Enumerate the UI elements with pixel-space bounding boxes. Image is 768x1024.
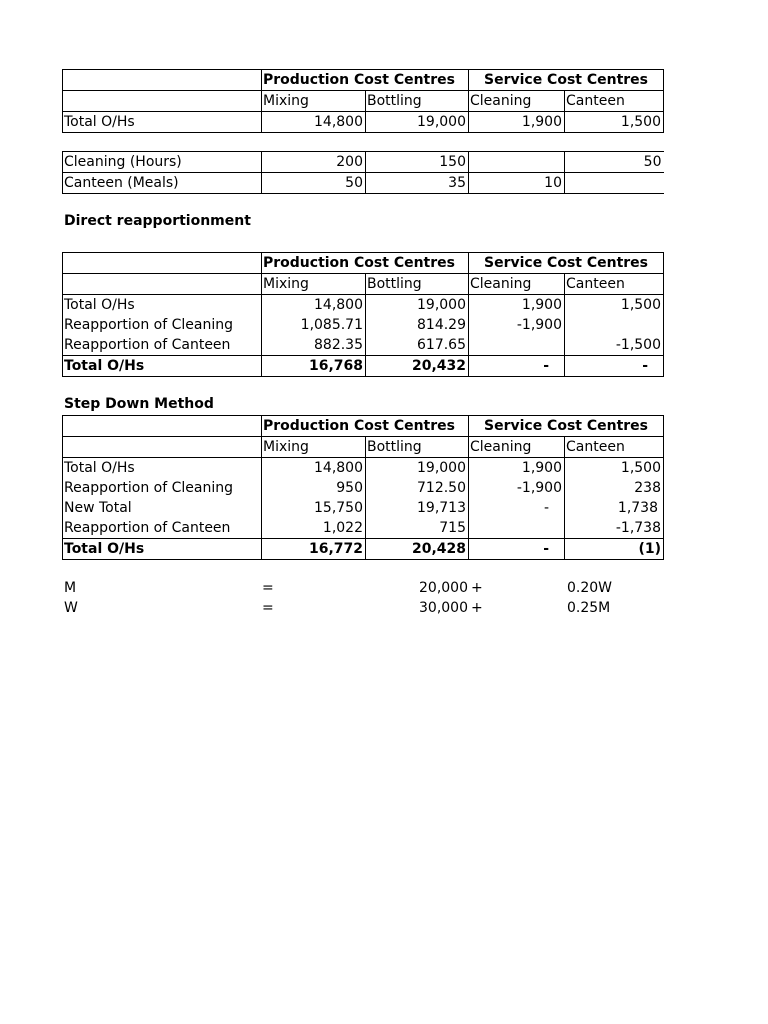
row-label: Cleaning (Hours) bbox=[63, 152, 262, 173]
cell-mixing: 200 bbox=[262, 152, 366, 173]
header-blank bbox=[63, 70, 262, 91]
row-label: New Total bbox=[63, 498, 262, 518]
table-row bbox=[63, 498, 664, 518]
col-canteen: Canteen bbox=[565, 274, 664, 295]
row-label: Reapportion of Canteen bbox=[63, 518, 262, 539]
cell-cleaning: 10 bbox=[469, 173, 565, 194]
col-mixing: Mixing bbox=[262, 91, 366, 112]
col-canteen: Canteen bbox=[565, 437, 664, 458]
cell-cleaning: -1,900 bbox=[469, 478, 565, 498]
equation-plus: + bbox=[471, 600, 483, 616]
col-cleaning: Cleaning bbox=[469, 91, 565, 112]
equation-constant: 20,000 bbox=[419, 580, 468, 596]
table-row bbox=[63, 173, 664, 194]
col-blank bbox=[63, 437, 262, 458]
overheads-table bbox=[62, 69, 664, 133]
row-label: Total O/Hs bbox=[63, 295, 262, 316]
production-cost-centres-header: Production Cost Centres bbox=[262, 253, 469, 274]
table-row bbox=[63, 518, 664, 539]
column-names-row bbox=[63, 91, 664, 112]
total-label: Total O/Hs bbox=[63, 539, 262, 560]
header-row bbox=[63, 416, 664, 437]
header-row bbox=[63, 70, 664, 91]
cell-canteen: -1,500 bbox=[565, 335, 664, 356]
table-row bbox=[63, 315, 664, 335]
total-mixing: 16,772 bbox=[262, 539, 366, 560]
header-row bbox=[63, 253, 664, 274]
col-cleaning: Cleaning bbox=[469, 437, 565, 458]
cell-bottling: 19,000 bbox=[366, 295, 469, 316]
equation-term: 0.25M bbox=[567, 600, 611, 616]
col-mixing: Mixing bbox=[262, 437, 366, 458]
table-row bbox=[63, 478, 664, 498]
step-down-method-title: Step Down Method bbox=[64, 396, 214, 412]
cell-canteen bbox=[565, 173, 664, 194]
equation-var: W bbox=[64, 600, 78, 616]
row-label: Reapportion of Cleaning bbox=[63, 315, 262, 335]
table-row bbox=[63, 152, 664, 173]
cell-bottling: 712.50 bbox=[366, 478, 469, 498]
cell-canteen bbox=[565, 315, 664, 335]
equation-plus: + bbox=[471, 580, 483, 596]
cell-canteen: -1,738 bbox=[565, 518, 664, 539]
table-row bbox=[63, 112, 664, 133]
cell-bottling: 19,713 bbox=[366, 498, 469, 518]
cell-cleaning bbox=[469, 152, 565, 173]
total-row bbox=[63, 539, 664, 560]
cell-canteen: 1,500 bbox=[565, 458, 664, 479]
col-cleaning: Cleaning bbox=[469, 274, 565, 295]
cell-cleaning bbox=[469, 518, 565, 539]
col-bottling: Bottling bbox=[366, 91, 469, 112]
cell-mixing: 15,750 bbox=[262, 498, 366, 518]
service-cost-centres-header: Service Cost Centres bbox=[469, 253, 664, 274]
total-label: Total O/Hs bbox=[63, 356, 262, 377]
cell-canteen: 50 bbox=[565, 152, 664, 173]
column-names-row bbox=[63, 437, 664, 458]
col-canteen: Canteen bbox=[565, 91, 664, 112]
cell-canteen: 1,500 bbox=[565, 112, 664, 133]
col-bottling: Bottling bbox=[366, 274, 469, 295]
equation-term: 0.20W bbox=[567, 580, 613, 596]
row-label: Total O/Hs bbox=[63, 112, 262, 133]
cell-mixing: 14,800 bbox=[262, 458, 366, 479]
row-label: Reapportion of Canteen bbox=[63, 335, 262, 356]
cell-mixing: 950 bbox=[262, 478, 366, 498]
cell-mixing: 50 bbox=[262, 173, 366, 194]
cell-canteen: 1,500 bbox=[565, 295, 664, 316]
cell-canteen: 238 bbox=[565, 478, 664, 498]
service-cost-centres-header: Service Cost Centres bbox=[469, 416, 664, 437]
production-cost-centres-header: Production Cost Centres bbox=[262, 416, 469, 437]
cell-cleaning: 1,900 bbox=[469, 112, 565, 133]
equation-var: M bbox=[64, 580, 77, 596]
table-row bbox=[63, 335, 664, 356]
usage-table bbox=[62, 151, 664, 194]
direct-reapportionment-table bbox=[62, 252, 664, 377]
total-row bbox=[63, 356, 664, 377]
cell-bottling: 19,000 bbox=[366, 458, 469, 479]
equation-equals: = bbox=[262, 600, 274, 616]
total-bottling: 20,432 bbox=[366, 356, 469, 377]
row-label: Canteen (Meals) bbox=[63, 173, 262, 194]
cell-mixing: 1,085.71 bbox=[262, 315, 366, 335]
cell-bottling: 715 bbox=[366, 518, 469, 539]
cell-cleaning bbox=[469, 335, 565, 356]
total-cleaning: - bbox=[469, 356, 565, 377]
cell-bottling: 150 bbox=[366, 152, 469, 173]
cell-cleaning: - bbox=[469, 498, 565, 518]
table-row bbox=[63, 295, 664, 316]
cell-bottling: 35 bbox=[366, 173, 469, 194]
total-cleaning: - bbox=[469, 539, 565, 560]
header-blank bbox=[63, 253, 262, 274]
total-canteen: - bbox=[565, 356, 664, 377]
cell-cleaning: 1,900 bbox=[469, 458, 565, 479]
col-blank bbox=[63, 91, 262, 112]
cell-bottling: 814.29 bbox=[366, 315, 469, 335]
col-bottling: Bottling bbox=[366, 437, 469, 458]
table-row bbox=[63, 458, 664, 479]
column-names-row bbox=[63, 274, 664, 295]
cell-mixing: 14,800 bbox=[262, 295, 366, 316]
col-blank bbox=[63, 274, 262, 295]
cell-canteen: 1,738 bbox=[565, 498, 664, 518]
cell-cleaning: -1,900 bbox=[469, 315, 565, 335]
service-cost-centres-header: Service Cost Centres bbox=[469, 70, 664, 91]
header-blank bbox=[63, 416, 262, 437]
total-bottling: 20,428 bbox=[366, 539, 469, 560]
cell-bottling: 617.65 bbox=[366, 335, 469, 356]
equation-equals: = bbox=[262, 580, 274, 596]
row-label: Reapportion of Cleaning bbox=[63, 478, 262, 498]
direct-reapportionment-title: Direct reapportionment bbox=[64, 213, 251, 229]
cell-cleaning: 1,900 bbox=[469, 295, 565, 316]
equation-constant: 30,000 bbox=[419, 600, 468, 616]
row-label: Total O/Hs bbox=[63, 458, 262, 479]
total-mixing: 16,768 bbox=[262, 356, 366, 377]
total-canteen: (1) bbox=[565, 539, 664, 560]
cell-mixing: 1,022 bbox=[262, 518, 366, 539]
cell-mixing: 14,800 bbox=[262, 112, 366, 133]
cell-bottling: 19,000 bbox=[366, 112, 469, 133]
production-cost-centres-header: Production Cost Centres bbox=[262, 70, 469, 91]
step-down-table bbox=[62, 415, 664, 560]
cell-mixing: 882.35 bbox=[262, 335, 366, 356]
col-mixing: Mixing bbox=[262, 274, 366, 295]
